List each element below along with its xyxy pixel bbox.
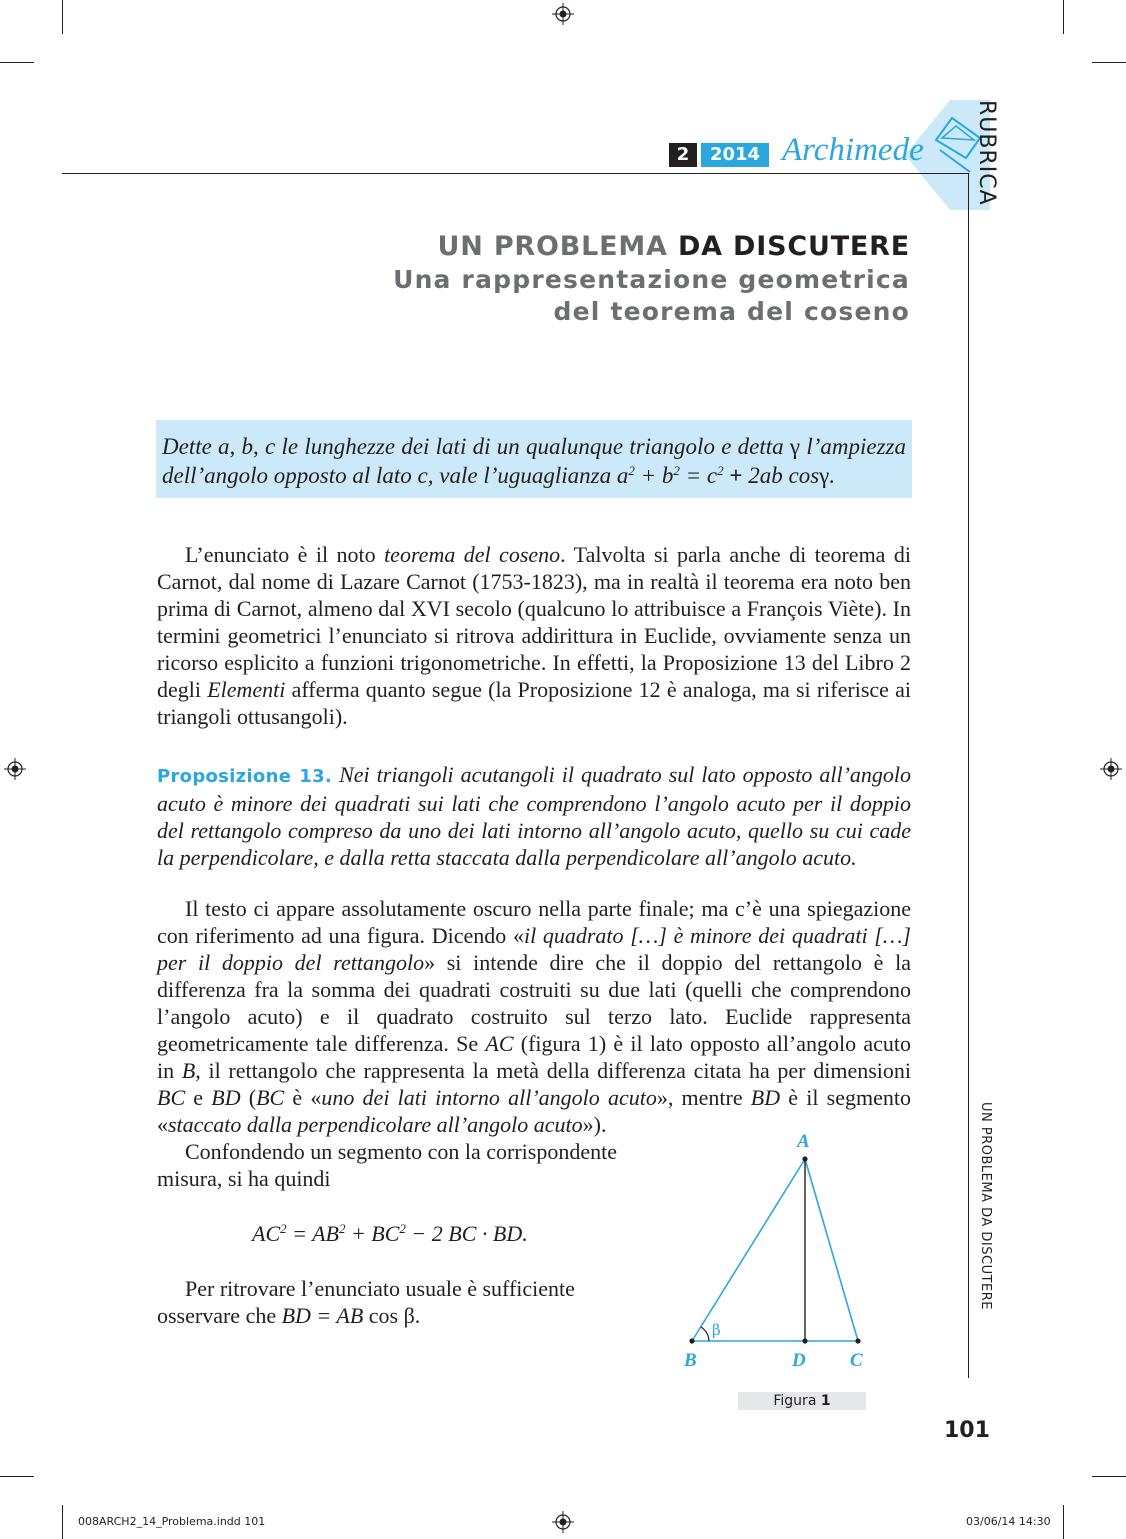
statement-tail: 2ab cos xyxy=(748,463,820,488)
triangle-figure xyxy=(670,1125,890,1375)
label-c: C xyxy=(850,1350,863,1371)
text-span: Elementi xyxy=(207,677,286,702)
crop-mark xyxy=(1092,1476,1126,1477)
theorem-statement-box xyxy=(156,420,912,498)
text-span: Per ritrovare l’enunciato usuale è sufficiente osservare che xyxy=(157,1276,575,1328)
text-span: BC xyxy=(256,1085,285,1110)
label-a: A xyxy=(797,1131,810,1152)
crop-mark xyxy=(1092,62,1126,63)
var-b: + b xyxy=(634,463,674,488)
text-span: uno dei lati intorno all’angolo acuto xyxy=(321,1085,657,1110)
beta-arc xyxy=(701,1327,709,1341)
point-c xyxy=(855,1338,860,1343)
slug-file: 008ARCH2_14_Problema.indd 101 xyxy=(78,1515,266,1528)
page-number: 101 xyxy=(944,1418,990,1443)
registration-mark-icon xyxy=(1100,758,1122,780)
paragraph-conclusion xyxy=(157,1275,642,1329)
exponent: 2 xyxy=(399,1221,406,1236)
plus-sign: + xyxy=(723,463,749,488)
text-span: BC xyxy=(157,1085,186,1110)
header-rule xyxy=(62,173,968,174)
crop-mark xyxy=(1063,0,1064,34)
text-span: e xyxy=(185,1085,212,1110)
text-span: BD = AB xyxy=(281,1303,364,1328)
label-beta: β xyxy=(712,1321,721,1339)
subtitle-line2: del teorema del coseno xyxy=(553,297,910,326)
exponent: 2 xyxy=(717,463,724,478)
exponent: 2 xyxy=(280,1221,287,1236)
text-span: Il testo ci appare assolutamente oscuro nella parte finale; ma c’è una spiegazione con riferimento ad una figura. Dicendo « xyxy=(157,896,911,948)
article-title xyxy=(393,230,910,328)
gamma-symbol: γ xyxy=(789,434,801,459)
crop-mark xyxy=(1063,1505,1064,1539)
crop-mark xyxy=(62,0,63,34)
side-ab xyxy=(692,1159,805,1341)
subtitle-line1: Una rappresentazione geometrica xyxy=(393,265,910,294)
caption-number: 1 xyxy=(820,1393,831,1409)
text-span: . Talvolta si parla anche di teorema di Carnot, dal nome di Lazare Carnot (1753-1823), ma in realtà il teorema era noto ben prima di Carnot, almeno dal XVI secolo (qualcuno lo attribuisce a François Viète). In termini geometrici l’enunciato si ritrova addirittura in Euclide, ovviamente senza un ricorso esplicito a funzioni trigonometriche. In effetti, la Proposizione 13 del Libro 2 degli xyxy=(157,542,911,702)
exponent: 2 xyxy=(673,463,680,478)
text-span: AC xyxy=(485,1031,514,1056)
proposition-block xyxy=(157,761,911,871)
proposition-label: Proposizione 13. xyxy=(157,766,333,787)
text-span: . xyxy=(414,1303,421,1328)
text-span: », mentre xyxy=(656,1085,751,1110)
title-part2: DA DISCUTERE xyxy=(677,231,910,262)
label-b: B xyxy=(684,1350,697,1371)
exponent: 2 xyxy=(338,1221,346,1236)
paragraph-confondendo xyxy=(157,1138,642,1192)
caption-word: Figura xyxy=(773,1393,817,1409)
crop-mark xyxy=(62,1505,63,1539)
figure-caption xyxy=(738,1392,866,1410)
text-span: BD xyxy=(750,1085,781,1110)
text-span: il quadrato […] è minore dei quadrati […] per il doppio del rettangolo xyxy=(157,923,911,975)
crop-mark xyxy=(0,1476,34,1477)
text-span: cos xyxy=(363,1303,404,1328)
point-d xyxy=(802,1338,807,1343)
text-span: L’enunciato è il noto xyxy=(185,542,385,567)
side-ac xyxy=(805,1159,858,1341)
text-span: è « xyxy=(284,1085,322,1110)
paragraph-explanation xyxy=(157,895,911,1138)
text-span: »). xyxy=(582,1112,607,1137)
label-d: D xyxy=(792,1350,806,1371)
title-part1: UN PROBLEMA xyxy=(437,231,668,262)
var-c: = c xyxy=(679,463,718,488)
paragraph-intro xyxy=(157,541,911,730)
text-span: » si intende dire che il doppio del rettangolo è la differenza fra la somma dei quadrati costruiti su due lati (quelli che comprendono l’angolo acuto) e il quadrato costruito sul terzo lato. Euclide rappresenta geometricamente tale differenza. Se xyxy=(157,950,911,1056)
issue-number-badge: 2 xyxy=(669,143,697,167)
text-span: B xyxy=(181,1058,196,1083)
formula-term: − 2 BC · BD. xyxy=(405,1221,528,1246)
exponent: 2 xyxy=(628,463,635,478)
text-span: (figura 1) è il lato opposto all’angolo acuto in xyxy=(157,1031,911,1083)
section-label: RUBRICA xyxy=(974,100,999,206)
formula-term: AC xyxy=(252,1221,281,1246)
text-span: afferma quanto segue (la Proposizione 12 è analoga, ma si riferisce ai triangoli ottusangoli). xyxy=(157,677,911,729)
formula-term: + BC xyxy=(345,1221,400,1246)
running-side-title: UN PROBLEMA DA DISCUTERE xyxy=(978,1102,993,1310)
cosine-law-formula xyxy=(252,1221,528,1247)
text-span: ( xyxy=(240,1085,257,1110)
statement-end: . xyxy=(829,463,836,488)
slug-date: 03/06/14 14:30 xyxy=(966,1515,1051,1528)
gamma-symbol: γ xyxy=(819,463,830,488)
formula-term: = AB xyxy=(286,1221,339,1246)
var-a: a xyxy=(616,463,629,488)
beta-symbol: β xyxy=(403,1303,415,1328)
point-b xyxy=(689,1338,694,1343)
registration-mark-icon xyxy=(552,1511,574,1533)
text-span: , il rettangolo che rappresenta la metà della differenza citata ha per dimensioni xyxy=(195,1058,911,1083)
registration-mark-icon xyxy=(4,758,26,780)
journal-name: Archimede xyxy=(782,132,924,168)
text-span: è il segmento « xyxy=(157,1085,911,1137)
statement-text: Dette a, b, c le lunghezze dei lati di un qualunque triangolo e detta xyxy=(162,434,790,459)
crop-mark xyxy=(0,62,34,63)
year-badge: 2014 xyxy=(701,143,769,167)
text-span: BD xyxy=(211,1085,241,1110)
statement-text: l’ampiezza dell’angolo opposto al lato c, vale l’uguaglianza xyxy=(162,434,906,488)
margin-rule xyxy=(968,173,969,1378)
point-a xyxy=(802,1156,807,1161)
proposition-text: Nei triangoli acutangoli il quadrato sul lato opposto all’angolo acuto è minore dei quadrati sui lati che comprendono l’angolo acuto per il doppio del rettangolo compreso da uno dei lati intorno all’angolo acuto, quello su cui cade la perpendicolare, e dalla retta staccata dalla perpendicolare all’angolo acuto. xyxy=(157,762,912,870)
text-span: teorema del coseno xyxy=(384,542,561,567)
text-span: staccato dalla perpendicolare all’angolo acuto xyxy=(168,1112,583,1137)
text-span: Confondendo un segmento con la corrispondente misura, si ha quindi xyxy=(157,1139,617,1191)
registration-mark-icon xyxy=(552,3,574,25)
